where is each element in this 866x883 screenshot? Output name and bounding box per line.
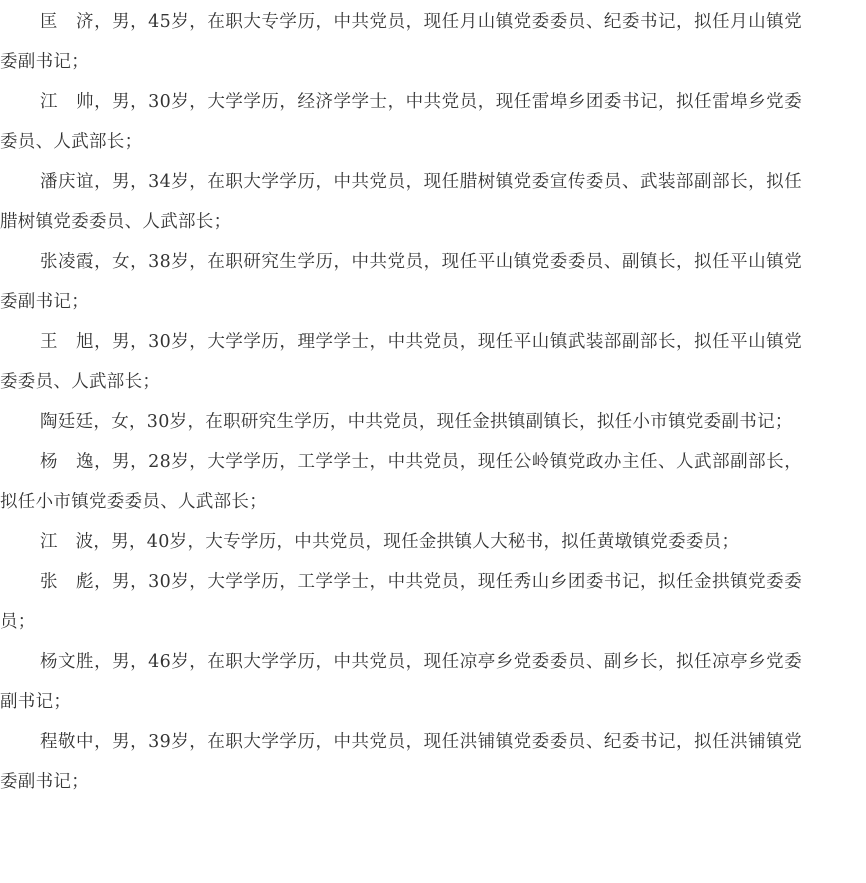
paragraph-cheng-jingzhong: 程敬中，男，39岁，在职大学学历，中共党员，现任洪铺镇党委委员、纪委书记，拟任洪铺镇党委副书记； — [0, 732, 802, 792]
paragraph-jiang-bo: 江 波，男，40岁，大专学历，中共党员，现任金拱镇人大秘书，拟任黄墩镇党委委员； — [40, 532, 740, 552]
paragraph-zhang-biao: 张 彪，男，30岁，大学学历，工学学士，中共党员，现任秀山乡团委书记，拟任金拱镇党委委员； — [0, 572, 802, 632]
paragraph-pan-qingyi: 潘庆谊，男，34岁，在职大学学历，中共党员，现任腊树镇党委宣传委员、武装部副部长，拟任腊树镇党委委员、人武部长； — [0, 172, 802, 232]
paragraph-yang-wensheng: 杨文胜，男，46岁，在职大学学历，中共党员，现任凉亭乡党委委员、副乡长，拟任凉亭乡党委副书记； — [0, 652, 802, 712]
paragraph-zhang-lingxia: 张凌霞，女，38岁，在职研究生学历，中共党员，现任平山镇党委委员、副镇长，拟任平山镇党委副书记； — [0, 252, 802, 312]
paragraph-yang-yi: 杨 逸，男，28岁，大学学历，工学学士，中共党员，现任公岭镇党政办主任、人武部副部长，拟任小市镇党委委员、人武部长； — [0, 452, 802, 512]
document-body — [0, 2, 802, 802]
paragraph-tao-tingting: 陶廷廷，女，30岁，在职研究生学历，中共党员，现任金拱镇副镇长，拟任小市镇党委副书记； — [40, 412, 793, 432]
paragraph-wang-xu: 王 旭，男，30岁，大学学历，理学学士，中共党员，现任平山镇武装部副部长，拟任平山镇党委委员、人武部长； — [0, 332, 802, 392]
paragraph-jiang-shuai: 江 帅，男，30岁，大学学历，经济学学士，中共党员，现任雷埠乡团委书记，拟任雷埠乡党委委员、人武部长； — [0, 92, 802, 152]
paragraph-kuang-ji: 匡 济，男，45岁，在职大专学历，中共党员，现任月山镇党委委员、纪委书记，拟任月山镇党委副书记； — [0, 12, 802, 72]
